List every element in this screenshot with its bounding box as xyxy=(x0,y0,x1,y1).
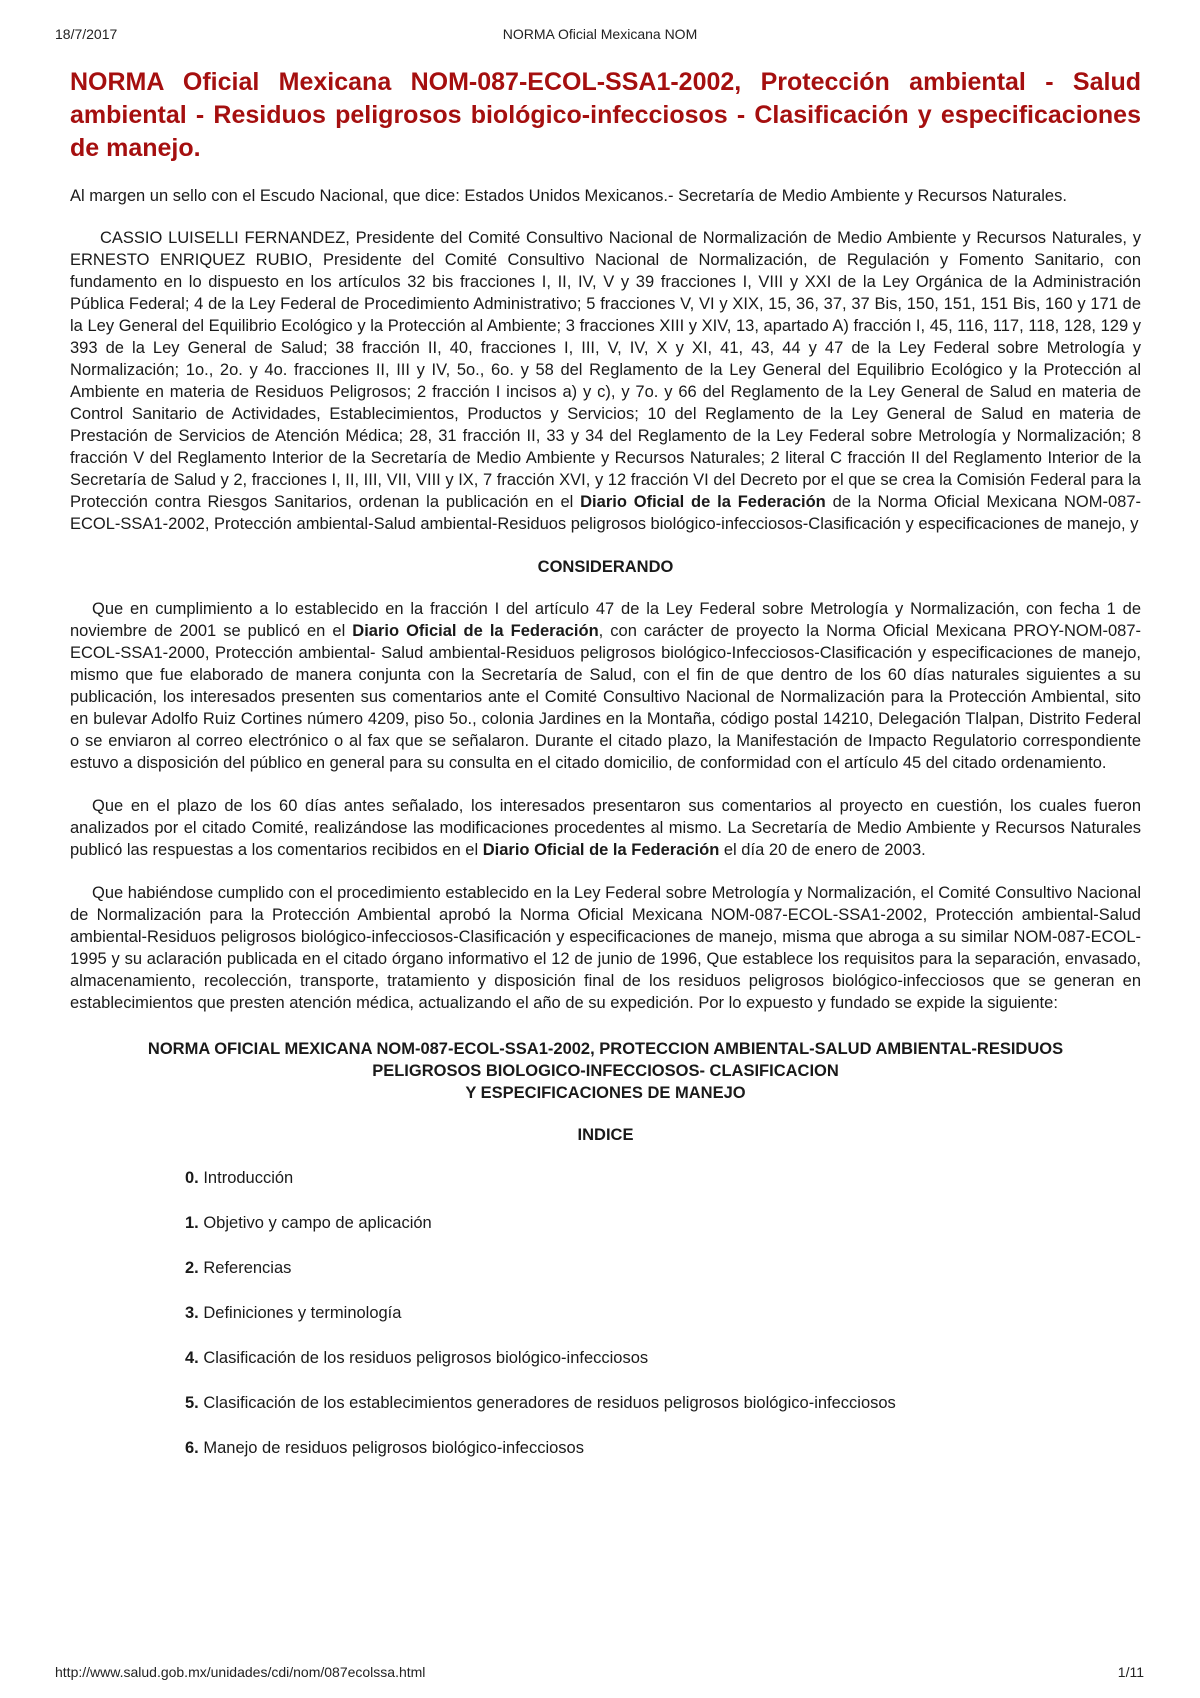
indice-item[interactable] xyxy=(185,1212,1141,1234)
paragraph-preamble xyxy=(70,227,1141,535)
considerando-2-bold: Diario Oficial de la Federación xyxy=(482,841,720,859)
indice-item[interactable] xyxy=(185,1347,1141,1369)
margin-note: Al margen un sello con el Escudo Nacional, que dice: Estados Unidos Mexicanos.- Secretaría de Medio Ambiente y Recursos Naturales. xyxy=(70,187,1067,205)
norma-heading-line-3: Y ESPECIFICACIONES DE MANEJO xyxy=(465,1084,746,1102)
indice-item-number: 3. xyxy=(185,1304,199,1322)
considerando-1-text-b: , con carácter de proyecto la Norma Oficial Mexicana PROY-NOM-087-ECOL-SSA1-2000, Protección ambiental- Salud ambiental-Residuos peligrosos biológico-Infecciosos-Clasificación y especificaciones de manejo, mismo que fue elaborado de manera conjunta con la Secretaría de Salud, con el fin de que dentro de los 60 días naturales siguientes a su publicación, los interesados presenten sus comentarios ante el Comité Consultivo Nacional de Normalización para la Protección Ambiental, sito en bulevar Adolfo Ruiz Cortines número 4209, piso 5o., colonia Jardines en la Montaña, código postal 14210, Delegación Tlalpan, Distrito Federal o se enviaron al correo electrónico o al fax que se señalaron. Durante el citado plazo, la Manifestación de Impacto Regulatorio correspondiente estuvo a disposición del público en general para su consulta en el citado domicilio, de conformidad con el artículo 45 del citado ordenamiento. xyxy=(70,622,1141,772)
considerando-1-text-a: Que en cumplimiento a lo establecido en la fracción I del artículo 47 de la Ley Federal sobre Metrología y Normalización, con fecha 1 de noviembre de 2001 se publicó en el xyxy=(70,600,1141,640)
indice-item[interactable] xyxy=(185,1167,1141,1189)
preamble-text-b: de la Norma Oficial Mexicana NOM-087-ECOL-SSA1-2002, Protección ambiental-Salud ambiental-Residuos peligrosos biológico-infecciosos-Clasificación y especificaciones de manejo, y xyxy=(70,493,1142,533)
norma-heading-line-1: NORMA OFICIAL MEXICANA NOM-087-ECOL-SSA1-2002, PROTECCION AMBIENTAL-SALUD AMBIENTAL-RESIDUOS xyxy=(147,1040,1064,1058)
indice-item-number: 1. xyxy=(185,1214,199,1232)
indice-item-label: Clasificación de los residuos peligrosos biológico-infecciosos xyxy=(198,1349,649,1367)
indice-item[interactable] xyxy=(185,1302,1141,1324)
preamble-bold: Diario Oficial de la Federación xyxy=(580,493,826,511)
considerando-2-text-b: el día 20 de enero de 2003. xyxy=(719,841,926,859)
considerando-2-text-a: Que en el plazo de los 60 días antes señalado, los interesados presentaron sus comentarios al proyecto en cuestión, los cuales fueron analizados por el citado Comité, realizándose las modificaciones procedentes al mismo. La Secretaría de Medio Ambiente y Recursos Naturales publicó las respuestas a los comentarios recibidos en el xyxy=(70,797,1141,859)
paragraph-considerando-1 xyxy=(70,598,1141,774)
header-title: NORMA Oficial Mexicana NOM xyxy=(502,26,698,42)
indice-item-label: Manejo de residuos peligrosos biológico-infecciosos xyxy=(198,1439,584,1457)
indice-item-label: Introducción xyxy=(198,1169,294,1187)
indice-item-number: 6. xyxy=(185,1439,199,1457)
indice-item[interactable] xyxy=(185,1437,1141,1459)
indice-item-label: Clasificación de los establecimientos generadores de residuos peligrosos biológico-infecciosos xyxy=(198,1394,896,1412)
paragraph-considerando-2 xyxy=(70,795,1141,861)
considerando-1-bold: Diario Oficial de la Federación xyxy=(352,622,599,640)
footer-url: http://www.salud.gob.mx/unidades/cdi/nom/087ecolssa.html xyxy=(55,1664,426,1680)
document-title: NORMA Oficial Mexicana NOM-087-ECOL-SSA1-2002, Protección ambiental - Salud ambiental - Residuos peligrosos biológico-infecciosos - Clasificación y especificaciones de manejo. xyxy=(70,68,1141,162)
indice-heading: INDICE xyxy=(577,1126,634,1144)
header-date: 18/7/2017 xyxy=(55,26,118,42)
indice-item[interactable] xyxy=(185,1392,1141,1414)
indice-item-label: Objetivo y campo de aplicación xyxy=(198,1214,432,1232)
indice-item-number: 4. xyxy=(185,1349,199,1367)
norma-heading-line-2: PELIGROSOS BIOLOGICO-INFECCIOSOS- CLASIFICACION xyxy=(372,1062,839,1080)
document-body xyxy=(70,66,1141,1459)
norma-heading xyxy=(70,1038,1141,1104)
indice-item-number: 5. xyxy=(185,1394,199,1412)
indice-item-label: Referencias xyxy=(198,1259,292,1277)
indice-item-number: 0. xyxy=(185,1169,199,1187)
indice-item-number: 2. xyxy=(185,1259,199,1277)
preamble-text-a: CASSIO LUISELLI FERNANDEZ, Presidente del Comité Consultivo Nacional de Normalización de Medio Ambiente y Recursos Naturales, y ERNESTO ENRIQUEZ RUBIO, Presidente del Comité Consultivo Nacional de Normalización, de Regulación y Fomento Sanitario, con fundamento en lo dispuesto en los artículos 32 bis fracciones I, II, IV, V y 39 fracciones I, VIII y XXI de la Ley Orgánica de la Administración Pública Federal; 4 de la Ley Federal de Procedimiento Administrativo; 5 fracciones V, VI y XIX, 15, 36, 37, 37 Bis, 150, 151, 151 Bis, 160 y 171 de la Ley General del Equilibrio Ecológico y la Protección al Ambiente; 3 fracciones XIII y XIV, 13, apartado A) fracción I, 45, 116, 117, 118, 128, 129 y 393 de la Ley General de Salud; 38 fracción II, 40, fracciones I, III, V, IV, X y XI, 41, 43, 44 y 47 de la Ley Federal sobre Metrología y Normalización; 1o., 2o. y 4o. fracciones II, III y IV, 5o., 6o. y 58 del Reglamento de la Ley General del Equilibrio Ecológico y la Protección al Ambiente en materia de Residuos Peligrosos; 2 fracción I incisos a) y c), y 7o. y 66 del Reglamento de la Ley General de Salud en materia de Control Sanitario de Actividades, Establecimientos, Productos y Servicios; 10 del Reglamento de la Ley General de Salud en materia de Prestación de Servicios de Atención Médica; 28, 31 fracción II, 33 y 34 del Reglamento de la Ley Federal sobre Metrología y Normalización; 8 fracción V del Reglamento Interior de la Secretaría de Medio Ambiente y Recursos Naturales; 2 literal C fracción II del Reglamento Interior de la Secretaría de Salud y 2, fracciones I, II, III, VII, VIII y IX, 7 fracción XVI, y 12 fracción VI del Decreto por el que se crea la Comisión Federal para la Protección contra Riesgos Sanitarios, ordenan la publicación en el xyxy=(70,229,1141,511)
indice-item[interactable] xyxy=(185,1257,1141,1279)
paragraph-considerando-3: Que habiéndose cumplido con el procedimiento establecido en la Ley Federal sobre Metrología y Normalización, el Comité Consultivo Nacional de Normalización para la Protección Ambiental aprobó la Norma Oficial Mexicana NOM-087-ECOL-SSA1-2002, Protección ambiental-Salud ambiental-Residuos peligrosos biológico-infecciosos-Clasificación y especificaciones de manejo, misma que abroga a su similar NOM-087-ECOL-1995 y su aclaración publicada en el citado órgano informativo el 12 de junio de 1996, Que establece los requisitos para la separación, envasado, almacenamiento, recolección, transporte, tratamiento y disposición final de los residuos peligrosos biológico-infecciosos que se generan en establecimientos que presten atención médica, actualizando el año de su expedición. Por lo expuesto y fundado se expide la siguiente: xyxy=(70,884,1141,1012)
indice-list xyxy=(185,1167,1141,1459)
indice-item-label: Definiciones y terminología xyxy=(198,1304,402,1322)
considerando-heading: CONSIDERANDO xyxy=(537,558,674,576)
footer-page-number: 1/11 xyxy=(1117,1664,1144,1680)
